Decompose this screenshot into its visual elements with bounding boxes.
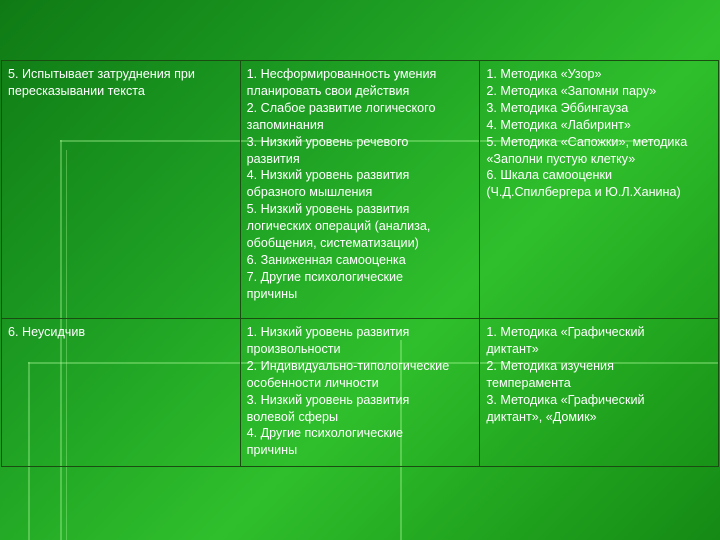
- cell-line: диктант»: [486, 341, 539, 356]
- cell-line: 2. Методика изучения: [486, 358, 614, 373]
- cell-line: 1. Низкий уровень развития: [246, 325, 410, 339]
- cell-line: образного мышления: [246, 185, 373, 200]
- problem-cell: [2, 61, 241, 319]
- table-row: [2, 319, 719, 467]
- cell-line: 3. Низкий уровень развития: [246, 392, 410, 407]
- cell-line: 1. Методика «Узор»: [486, 67, 602, 81]
- cell-line: 3. Низкий уровень речевого: [246, 134, 409, 149]
- cell-line: 5. Низкий уровень развития: [246, 202, 410, 217]
- cell-line: 5. Методика «Сапожки», методика: [486, 134, 688, 149]
- method-cell: [480, 319, 719, 467]
- cause-cell: [240, 319, 480, 467]
- cell-line: 6. Неусидчив: [8, 325, 86, 339]
- cell-line: причины: [246, 286, 298, 301]
- table-row: [2, 61, 719, 319]
- cell-line: волевой сферы: [246, 409, 339, 424]
- cell-line: запоминания: [246, 117, 324, 132]
- problem-cell: [2, 319, 241, 467]
- cell-line: 2. Слабое развитие логического: [246, 100, 436, 115]
- cell-line: 6. Шкала самооценки: [486, 168, 613, 183]
- cell-line: 2. Методика «Запомни пару»: [486, 83, 657, 98]
- cell-line: «Заполни пустую клетку»: [486, 151, 636, 166]
- cell-line: причины: [246, 443, 298, 458]
- cell-line: пересказывании текста: [8, 83, 145, 98]
- cell-line: (Ч.Д.Спилбергера и Ю.Л.Ханина): [486, 185, 681, 200]
- cell-line: произвольности: [246, 341, 341, 356]
- cell-line: 2. Индивидуально-типологические: [246, 358, 450, 373]
- cell-line: обобщения, систематизации): [246, 236, 419, 251]
- cell-line: темперамента: [486, 375, 571, 390]
- cell-line: 1. Несформированность умения: [246, 67, 437, 81]
- diagnostics-table: [1, 60, 719, 467]
- cause-cell: [240, 61, 480, 319]
- cell-line: диктант», «Домик»: [486, 409, 597, 424]
- cell-line: 3. Методика «Графический: [486, 392, 645, 407]
- cell-line: особенности личности: [246, 375, 379, 390]
- cell-line: 4. Другие психологические: [246, 426, 404, 441]
- cell-line: 1. Методика «Графический: [486, 325, 645, 339]
- cell-line: 7. Другие психологические: [246, 269, 404, 284]
- cell-line: планировать свои действия: [246, 83, 410, 98]
- cell-line: 5. Испытывает затруднения при: [8, 67, 195, 81]
- cell-line: 4. Низкий уровень развития: [246, 168, 410, 183]
- cell-line: логических операций (анализа,: [246, 219, 431, 234]
- cell-line: 4. Методика «Лабиринт»: [486, 117, 631, 132]
- method-cell: [480, 61, 719, 319]
- cell-line: 3. Методика Эббингауза: [486, 100, 629, 115]
- cell-line: 6. Заниженная самооценка: [246, 252, 406, 267]
- cell-line: развития: [246, 151, 300, 166]
